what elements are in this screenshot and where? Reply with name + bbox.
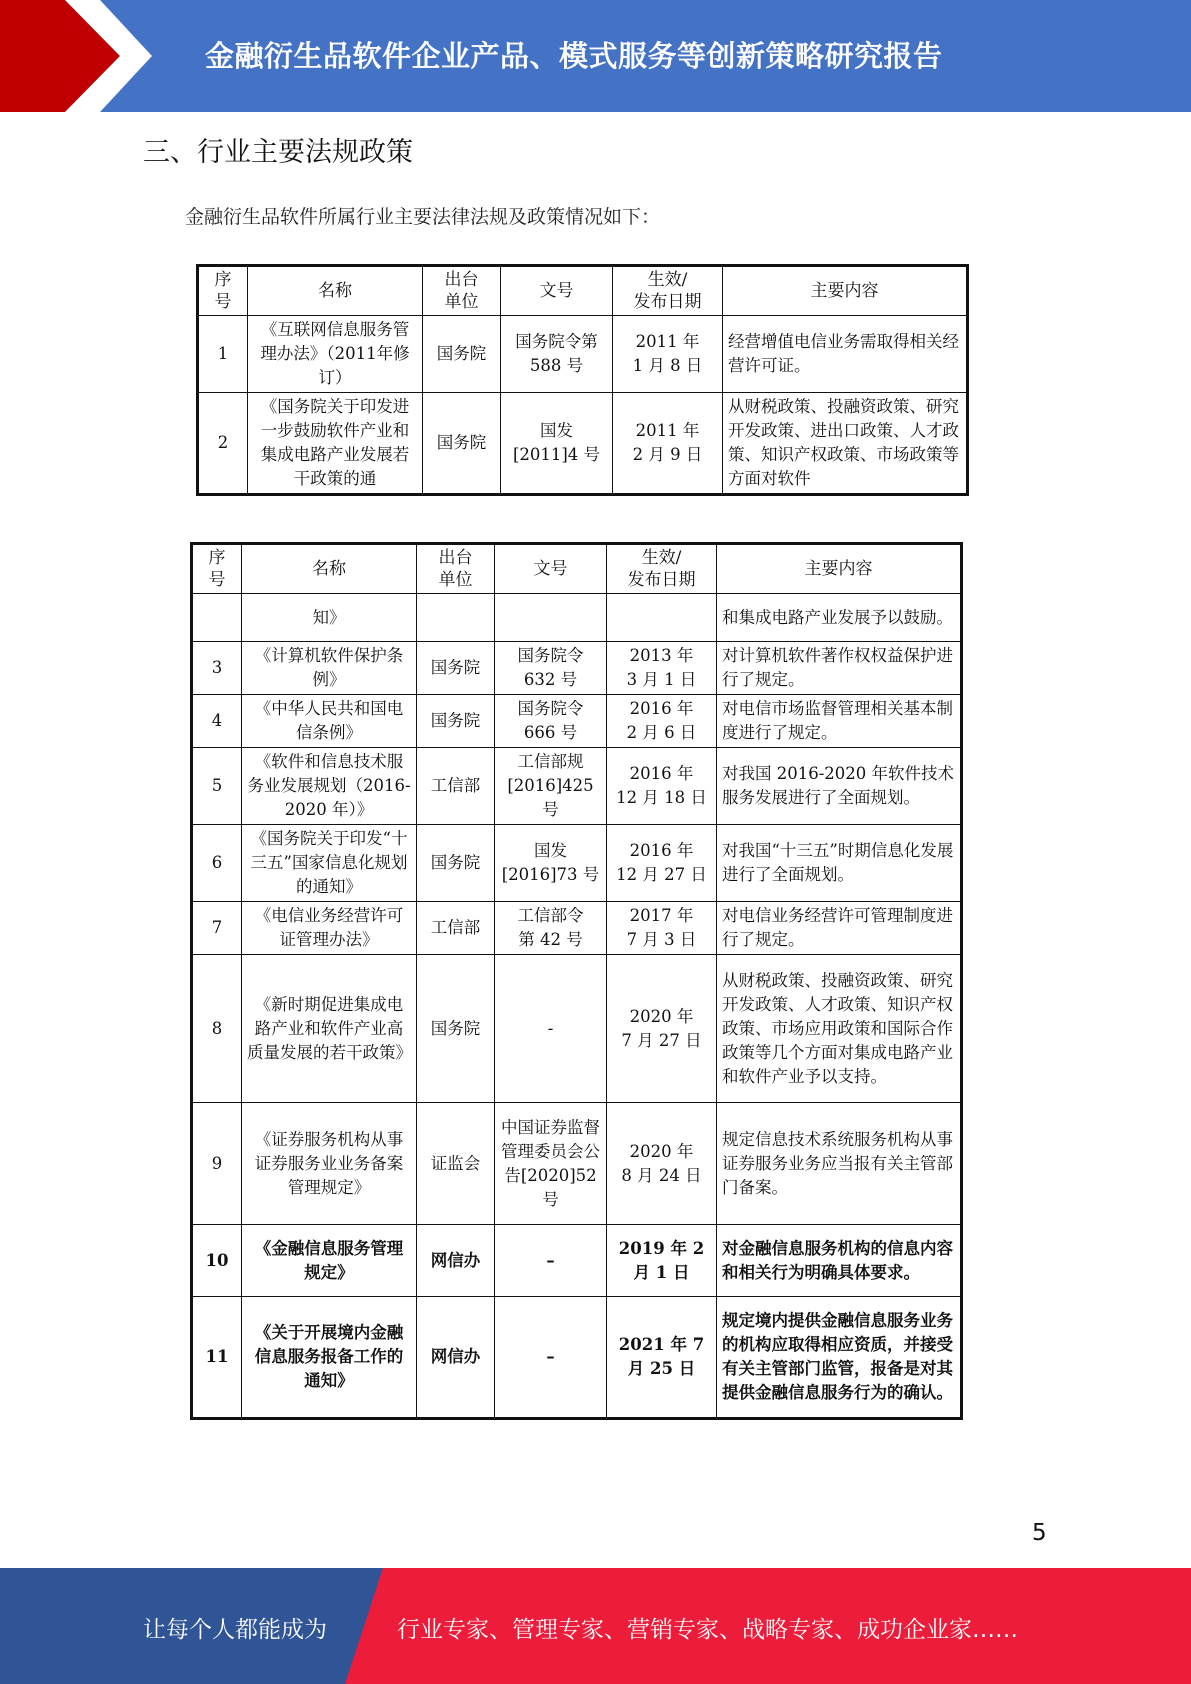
- cell-content: 经营增值电信业务需取得相关经营许可证。: [723, 316, 968, 393]
- header-name: 名称: [242, 544, 417, 594]
- cell-content: 规定信息技术系统服务机构从事证券服务业务应当报有关主管部门备案。: [717, 1103, 962, 1225]
- table-row: [192, 642, 962, 695]
- header-content: 主要内容: [717, 544, 962, 594]
- header-date: 生效/ 发布日期: [613, 266, 723, 316]
- page-footer: [0, 1568, 1191, 1684]
- table-row: [198, 393, 968, 495]
- cell-doc-no: 工信部令 第 42 号: [495, 902, 607, 955]
- cell-issuer: 网信办: [417, 1297, 495, 1419]
- report-title: 金融衍生品软件企业产品、模式服务等创新策略研究报告: [205, 39, 943, 73]
- header-name: 名称: [248, 266, 423, 316]
- table-row: [192, 1225, 962, 1297]
- cell-seq: 1: [198, 316, 248, 393]
- cell-issuer: 国务院: [423, 393, 501, 495]
- cell-name: 《国务院关于印发进一步鼓励软件产业和集成电路产业发展若干政策的通: [248, 393, 423, 495]
- cell-doc-no: –: [495, 1225, 607, 1297]
- cell-content: 对电信业务经营许可管理制度进行了规定。: [717, 902, 962, 955]
- cell-name: 《国务院关于印发“十三五”国家信息化规划的通知》: [242, 825, 417, 902]
- table-row: [192, 955, 962, 1103]
- table-row: [192, 902, 962, 955]
- page-number: 5: [1032, 1520, 1047, 1546]
- cell-seq: 10: [192, 1225, 242, 1297]
- cell-doc-no: –: [495, 1297, 607, 1419]
- cell-seq: 5: [192, 748, 242, 825]
- cell-date: [607, 594, 717, 642]
- cell-doc-no: 国发 [2016]73 号: [495, 825, 607, 902]
- table-header-row: [198, 266, 968, 316]
- cell-content: 对金融信息服务机构的信息内容和相关行为明确具体要求。: [717, 1225, 962, 1297]
- cell-name: 《软件和信息技术服务业发展规划（2016-2020 年）》: [242, 748, 417, 825]
- cell-doc-no: 工信部规 [2016]425 号: [495, 748, 607, 825]
- cell-seq: [192, 594, 242, 642]
- cell-name: 《电信业务经营许可证管理办法》: [242, 902, 417, 955]
- table-row: [192, 1103, 962, 1225]
- cell-seq: 8: [192, 955, 242, 1103]
- cell-issuer: 国务院: [423, 316, 501, 393]
- table-row: [192, 1297, 962, 1419]
- cell-name: 《新时期促进集成电路产业和软件产业高质量发展的若干政策》: [242, 955, 417, 1103]
- cell-seq: 3: [192, 642, 242, 695]
- cell-date: 2021 年 7 月 25 日: [607, 1297, 717, 1419]
- cell-seq: 4: [192, 695, 242, 748]
- cell-issuer: 网信办: [417, 1225, 495, 1297]
- cell-doc-no: 国务院令第 588 号: [501, 316, 613, 393]
- cell-doc-no: [495, 594, 607, 642]
- cell-issuer: 国务院: [417, 695, 495, 748]
- table-row: [198, 316, 968, 393]
- cell-name: 知》: [242, 594, 417, 642]
- cell-content: 对电信市场监督管理相关基本制度进行了规定。: [717, 695, 962, 748]
- header-content: 主要内容: [723, 266, 968, 316]
- cell-content: 从财税政策、投融资政策、研究开发政策、人才政策、知识产权政策、市场应用政策和国际合作政策等几个方面对集成电路产业和软件产业予以支持。: [717, 955, 962, 1103]
- cell-seq: 11: [192, 1297, 242, 1419]
- cell-date: 2017 年 7 月 3 日: [607, 902, 717, 955]
- cell-doc-no: -: [495, 955, 607, 1103]
- cell-content: 对我国 2016-2020 年软件技术服务发展进行了全面规划。: [717, 748, 962, 825]
- cell-date: 2016 年 12 月 18 日: [607, 748, 717, 825]
- intro-paragraph: 金融衍生品软件所属行业主要法律法规及政策情况如下：: [185, 206, 661, 228]
- header-seq: 序 号: [192, 544, 242, 594]
- cell-seq: 7: [192, 902, 242, 955]
- cell-name: 《关于开展境内金融信息服务报备工作的通知》: [242, 1297, 417, 1419]
- cell-content: 规定境内提供金融信息服务业务的机构应取得相应资质，并接受有关主管部门监管，报备是对其提供金融信息服务行为的确认。: [717, 1297, 962, 1419]
- cell-date: 2016 年 12 月 27 日: [607, 825, 717, 902]
- cell-issuer: 工信部: [417, 748, 495, 825]
- footer-slogan: 让每个人都能成为: [143, 1617, 327, 1643]
- cell-name: 《金融信息服务管理规定》: [242, 1225, 417, 1297]
- header-date: 生效/ 发布日期: [607, 544, 717, 594]
- cell-date: 2011 年 1 月 8 日: [613, 316, 723, 393]
- header-doc-no: 文号: [501, 266, 613, 316]
- table-header-row: [192, 544, 962, 594]
- cell-doc-no: 中国证券监督管理委员会公告[2020]52 号: [495, 1103, 607, 1225]
- policy-table-2: [190, 542, 963, 1420]
- cell-doc-no: 国务院令 632 号: [495, 642, 607, 695]
- cell-issuer: [417, 594, 495, 642]
- cell-date: 2020 年 8 月 24 日: [607, 1103, 717, 1225]
- cell-name: 《互联网信息服务管理办法》（2011年修订）: [248, 316, 423, 393]
- cell-issuer: 工信部: [417, 902, 495, 955]
- cell-date: 2019 年 2 月 1 日: [607, 1225, 717, 1297]
- header-seq: 序 号: [198, 266, 248, 316]
- cell-seq: 9: [192, 1103, 242, 1225]
- cell-issuer: 证监会: [417, 1103, 495, 1225]
- cell-content: 对计算机软件著作权权益保护进行了规定。: [717, 642, 962, 695]
- header-issuer: 出台 单位: [423, 266, 501, 316]
- cell-doc-no: 国发 [2011]4 号: [501, 393, 613, 495]
- cell-issuer: 国务院: [417, 642, 495, 695]
- cell-seq: 2: [198, 393, 248, 495]
- table-row: [192, 825, 962, 902]
- cell-name: 《计算机软件保护条例》: [242, 642, 417, 695]
- header-arrow-decoration: [0, 0, 170, 112]
- page-header: [0, 0, 1191, 112]
- cell-date: 2020 年 7 月 27 日: [607, 955, 717, 1103]
- cell-issuer: 国务院: [417, 955, 495, 1103]
- header-doc-no: 文号: [495, 544, 607, 594]
- cell-seq: 6: [192, 825, 242, 902]
- cell-doc-no: 国务院令 666 号: [495, 695, 607, 748]
- cell-name: 《中华人民共和国电信条例》: [242, 695, 417, 748]
- header-issuer: 出台 单位: [417, 544, 495, 594]
- section-title: 三、行业主要法规政策: [143, 137, 413, 168]
- policy-table-1: [196, 264, 969, 496]
- footer-roles: 行业专家、管理专家、营销专家、战略专家、成功企业家……: [397, 1617, 1018, 1643]
- table-row: [192, 695, 962, 748]
- cell-content: 和集成电路产业发展予以鼓励。: [717, 594, 962, 642]
- table-row: [192, 748, 962, 825]
- cell-issuer: 国务院: [417, 825, 495, 902]
- cell-date: 2013 年 3 月 1 日: [607, 642, 717, 695]
- cell-date: 2011 年 2 月 9 日: [613, 393, 723, 495]
- cell-name: 《证券服务机构从事证券服务业业务备案管理规定》: [242, 1103, 417, 1225]
- cell-date: 2016 年 2 月 6 日: [607, 695, 717, 748]
- cell-content: 对我国“十三五”时期信息化发展进行了全面规划。: [717, 825, 962, 902]
- table-row: [192, 594, 962, 642]
- cell-content: 从财税政策、投融资政策、研究开发政策、进出口政策、人才政策、知识产权政策、市场政策等方面对软件: [723, 393, 968, 495]
